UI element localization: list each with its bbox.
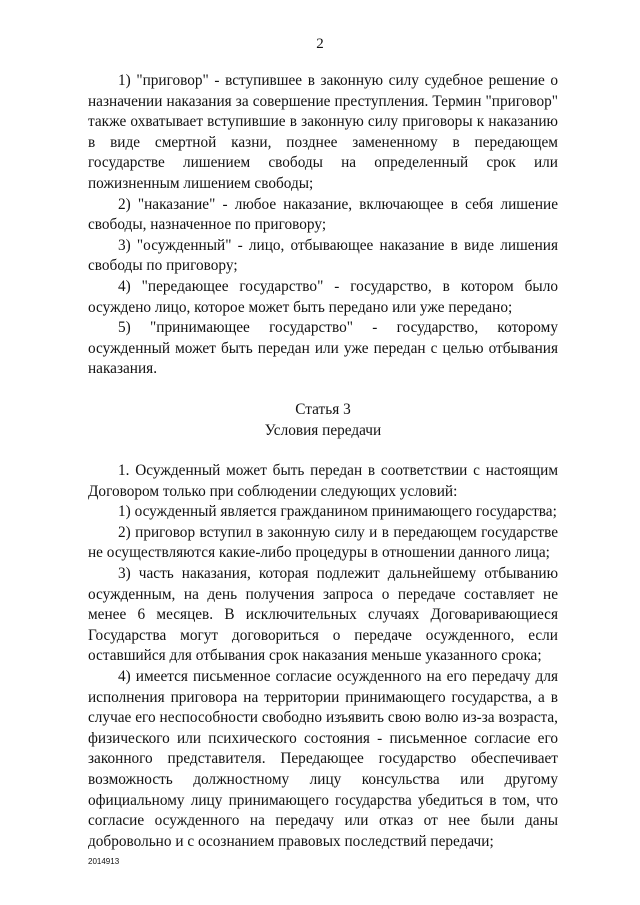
definition-paragraph: 2) "наказание" - любое наказание, включающее в себя лишение свободы, назначенное по приговору; <box>88 195 558 234</box>
document-body <box>88 71 558 852</box>
definition-paragraph: 1) "приговор" - вступившее в законную силу судебное решение о назначении наказания за совершение преступления. Термин "приговор" также охватывает вступившие в законную силу приговоры к наказанию в виде смертной казни, позднее замененному в передающем государстве лишением свободы на определенный срок или пожизненным лишением свободы; <box>88 72 558 192</box>
condition-paragraph: 1) осужденный является гражданином принимающего государства; <box>118 503 557 521</box>
definition-paragraph: 5) "принимающее государство" - государство, которому осужденный может быть передан или уже передан с целью отбывания наказания. <box>88 319 558 378</box>
condition-paragraph: 1. Осужденный может быть передан в соответствии с настоящим Договором только при соблюдении следующих условий: <box>88 462 558 500</box>
condition-paragraph: 4) имеется письменное согласие осужденного на его передачу для исполнения приговора на территории принимающего государства, а в случае его неспособности свободно изъявить свою волю из-за возраста, физического или психического состояния - письменное согласие его законного представителя. Передающее государство обеспечивает возможность должностному лицу консульства или другому официальному лицу принимающего государства убедиться в том, что согласие осужденного на передачу или отказ от нее были даны добровольно и с осознанием правовых последствий передачи; <box>88 668 558 850</box>
page-number: 2 <box>316 36 324 52</box>
document-code: 2014913 <box>88 857 120 866</box>
article-title: Условия передачи <box>264 421 382 439</box>
definition-paragraph: 4) "передающее государство" - государство, в котором было осуждено лицо, которое может быть передано или уже передано; <box>88 277 558 316</box>
condition-paragraph: 3) часть наказания, которая подлежит дальнейшему отбыванию осужденным, на день получения запроса о передаче составляет не менее 6 месяцев. В исключительных случаях Договаривающиеся Государства могут договориться о передаче осужденного, если оставшийся для отбывания срок наказания меньше указанного срока; <box>88 565 558 665</box>
article-heading: Статья 3 <box>295 400 351 418</box>
definition-paragraph: 3) "осужденный" - лицо, отбывающее наказание в виде лишения свободы по приговору; <box>88 236 558 275</box>
condition-paragraph: 2) приговор вступил в законную силу и в передающем государстве не осуществляются какие-либо процедуры в отношении данного лица; <box>88 523 558 562</box>
